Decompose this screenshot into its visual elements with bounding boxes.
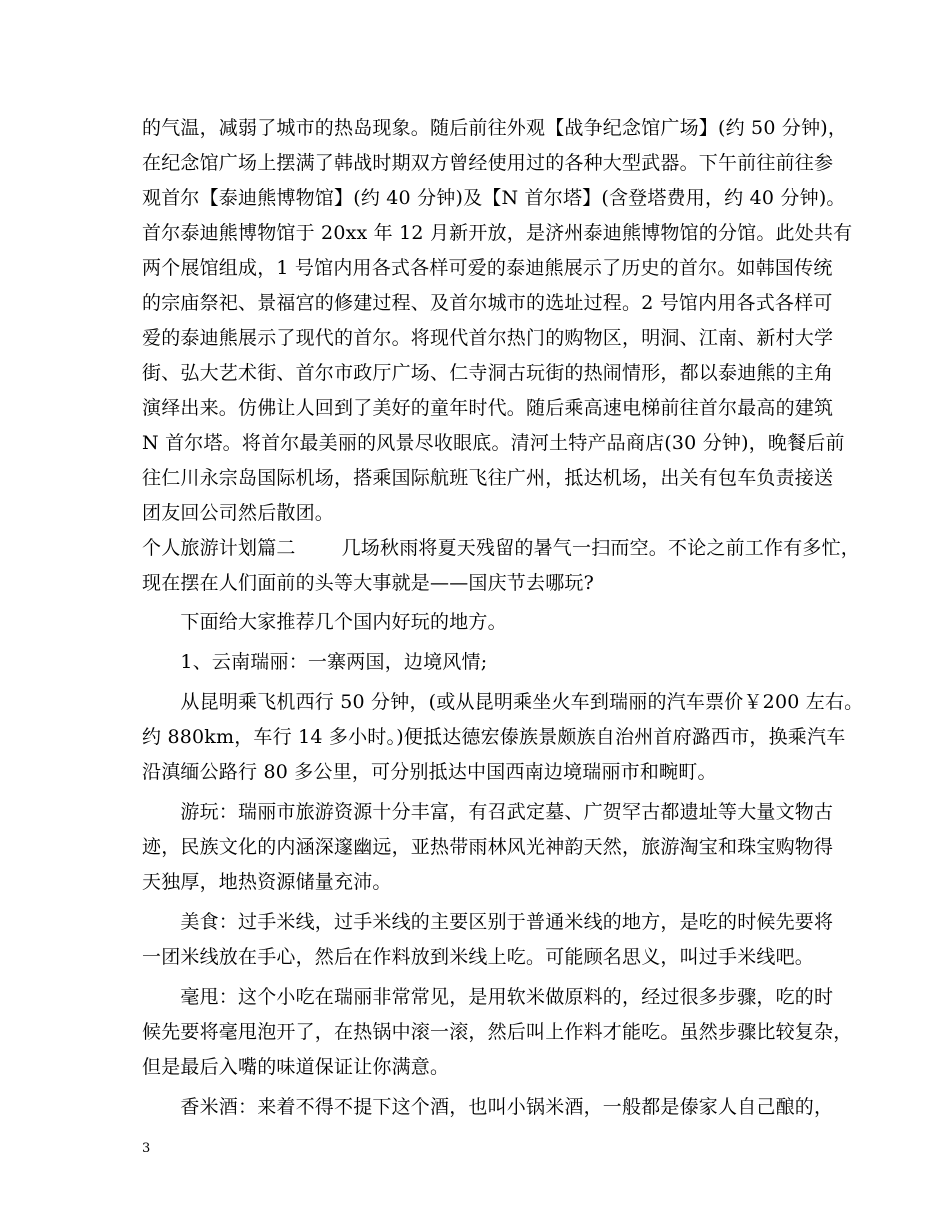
page-number: 3 <box>142 1141 151 1156</box>
text-line: 两个展馆组成，1 号馆内用各式各样可爱的泰迪熊展示了历史的首尔。如韩国传统 <box>142 257 833 279</box>
text-line: 从昆明乘飞机西行 50 分钟，(或从昆明乘坐火车到瑞丽的汽车票价￥200 左右。 <box>142 691 864 713</box>
section-intro-text: 几场秋雨将夏天残留的暑气一扫而空。不论之前工作有多忙， <box>341 537 861 559</box>
text-line: 毫甩：这个小吃在瑞丽非常常见，是用软米做原料的，经过很多步骤，吃的时 <box>142 986 834 1008</box>
text-line: 往仁川永宗岛国际机场，搭乘国际航班飞往广州，抵达机场，出关有包车负责接送 <box>142 467 834 489</box>
text-line: 爱的泰迪熊展示了现代的首尔。将现代首尔热门的购物区，明洞、江南、新村大学 <box>142 327 834 349</box>
text-line: 团友回公司然后散团。 <box>142 502 335 524</box>
text-line: 迹，民族文化的内涵深邃幽远，亚热带雨林风光神韵天然，旅游淘宝和珠宝购物得 <box>142 836 834 858</box>
text-line: N 首尔塔。将首尔最美丽的风景尽收眼底。清河土特产品商店(30 分钟)，晚餐后前 <box>142 432 845 454</box>
section-title: 个人旅游计划篇二 <box>142 537 296 559</box>
text-line: 一团米线放在手心，然后在作料放到米线上吃。可能顾名思义，叫过手米线吧。 <box>142 946 815 968</box>
text-line: 1、云南瑞丽：一寨两国，边境风情; <box>142 651 488 673</box>
text-line: 在纪念馆广场上摆满了韩战时期双方曾经使用过的各种大型武器。下午前往前往参 <box>142 152 834 174</box>
section-heading-line <box>142 537 860 559</box>
text-line: 但是最后入嘴的味道保证让你满意。 <box>142 1056 450 1078</box>
text-line: 候先要将毫甩泡开了，在热锅中滚一滚，然后叫上作料才能吃。虽然步骤比较复杂， <box>142 1021 853 1043</box>
text-line: 沿滇缅公路行 80 多公里，可分别抵达中国西南边境瑞丽市和畹町。 <box>142 761 717 783</box>
text-line: 游玩：瑞丽市旅游资源十分丰富，有召武定墓、广贺罕古都遗址等大量文物古 <box>142 801 834 823</box>
text-line: 街、弘大艺术街、首尔市政厅广场、仁寺洞古玩街的热闹情形，都以泰迪熊的主角 <box>142 362 834 384</box>
text-line: 下面给大家推荐几个国内好玩的地方。 <box>142 611 507 633</box>
text-line: 现在摆在人们面前的头等大事就是——国庆节去哪玩? <box>142 572 594 594</box>
text-line: 首尔泰迪熊博物馆于 20xx 年 12 月新开放，是济州泰迪熊博物馆的分馆。此处共有 <box>142 222 853 244</box>
text-line: 的气温，减弱了城市的热岛现象。随后前往外观【战争纪念馆广场】(约 50 分钟)， <box>142 117 848 139</box>
text-line: 美食：过手米线，过手米线的主要区别于普通米线的地方，是吃的时候先要将 <box>142 911 834 933</box>
text-line: 观首尔【泰迪熊博物馆】(约 40 分钟)及【N 首尔塔】(含登塔费用，约 40 分钟)。 <box>142 187 846 209</box>
text-line: 的宗庙祭祀、景福宫的修建过程、及首尔城市的选址过程。2 号馆内用各式各样可 <box>142 292 833 314</box>
text-line: 演绎出来。仿佛让人回到了美好的童年时代。随后乘高速电梯前往首尔最高的建筑 <box>142 397 834 419</box>
text-line: 香米酒：来着不得不提下这个酒，也叫小锅米酒，一般都是傣家人自己酿的， <box>142 1096 834 1118</box>
text-line: 约 880km，车行 14 多小时。)便抵达德宏傣族景颇族自治州首府潞西市，换乘汽车 <box>142 726 846 748</box>
text-line: 天独厚，地热资源储量充沛。 <box>142 871 392 893</box>
